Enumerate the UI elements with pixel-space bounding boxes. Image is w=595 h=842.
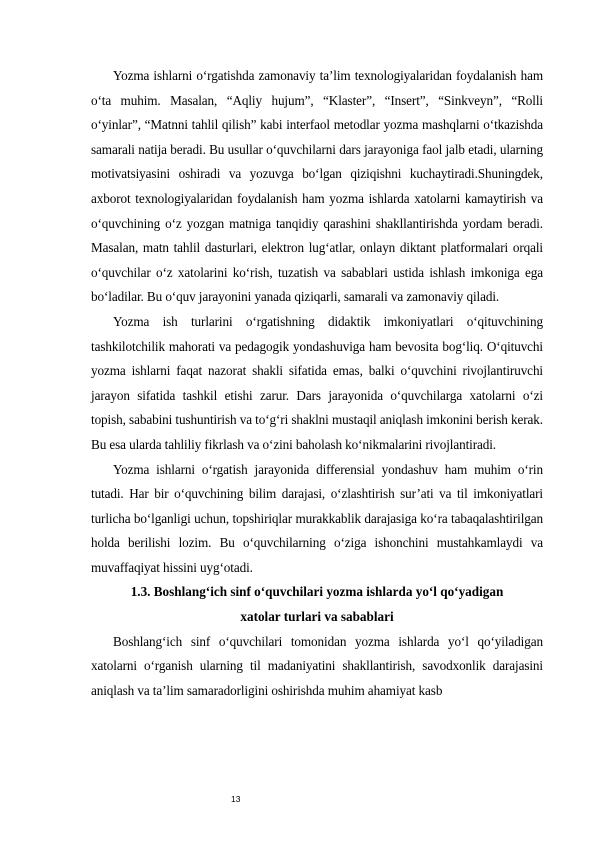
- page-number: 13: [231, 794, 241, 804]
- paragraph-differential-approach: Yozma ishlarni o‘rgatish jarayonida differensial yondashuv ham muhim o‘rin tutadi. Har bir o‘quvchining bilim darajasi, o‘zlashtirish sur’ati va til imkoniyatlari turlicha bo‘lganligi uchun, topshiriqlar murakkablik darajasiga ko‘ra tabaqalashtirilgan holda berilishi lozim. Bu o‘quvchilarning o‘ziga ishonchini mustahkamlaydi va muvaffaqiyat hissini uyg‘otadi.: [91, 461, 543, 575]
- document-page: [91, 64, 543, 703]
- paragraph-didactic-possibilities: Yozma ish turlarini o‘rgatishning didaktik imkoniyatlari o‘qituvchining tashkilotchilik mahorati va pedagogik yondashuviga ham bevosita bog‘liq. O‘qituvchi yozma ishlarni faqat nazorat shakli sifatida emas, balki o‘quvchini rivojlantiruvchi jarayon sifatida tashkil etishi zarur. Dars jarayonida o‘quvchilarga xatolarni o‘zi topish, sababini tushuntirish va to‘g‘ri shaklni mustaqil aniqlash imkonini berish kerak. Bu esa ularda tahliliy fikrlash va o‘zini baholash ko‘nikmalarini rivojlantiradi.: [91, 313, 543, 452]
- section-heading-line-1: 1.3. Boshlang‘ich sinf o‘quvchilari yozma ishlarda yo‘l qo‘yadigan: [130, 584, 504, 600]
- paragraph-error-study: Boshlang‘ich sinf o‘quvchilari tomonidan yozma ishlarda yo‘l qo‘yiladigan xatolarni o‘rganish ularning til madaniyatini shakllantirish, savodxonlik darajasini aniqlash va ta’lim samaradorligini oshirishda muhim ahamiyat kasb: [91, 633, 543, 698]
- section-heading: [91, 580, 543, 629]
- paragraph-teaching-technologies: Yozma ishlarni o‘rgatishda zamonaviy ta’lim texnologiyalaridan foydalanish ham o‘ta muhim. Masalan, “Aqliy hujum”, “Klaster”, “Insert”, “Sinkveyn”, “Rolli o‘yinlar”, “Matnni tahlil qilish” kabi interfaol metodlar yozma mashqlarni o‘tkazishda samarali natija beradi. Bu usullar o‘quvchilarni dars jarayoniga faol jalb etadi, ularning motivatsiyasini oshiradi va yozuvga bo‘lgan qiziqishni kuchaytiradi.Shuningdek, axborot texnologiyalaridan foydalanish ham yozma ishlarda xatolarni kamaytirish va o‘quvchining o‘z yozgan matniga tanqidiy qarashini shakllantirishda yordam beradi. Masalan, matn tahlil dasturlari, elektron lug‘atlar, onlayn diktant platformalari orqali o‘quvchilar o‘z xatolarini ko‘rish, tuzatish va sabablari ustida ishlash imkoniga ega bo‘ladilar. Bu o‘quv jarayonini yanada qiziqarli, samarali va zamonaviy qiladi.: [91, 68, 543, 305]
- section-heading-line-2: xatolar turlari va sabablari: [240, 609, 394, 625]
